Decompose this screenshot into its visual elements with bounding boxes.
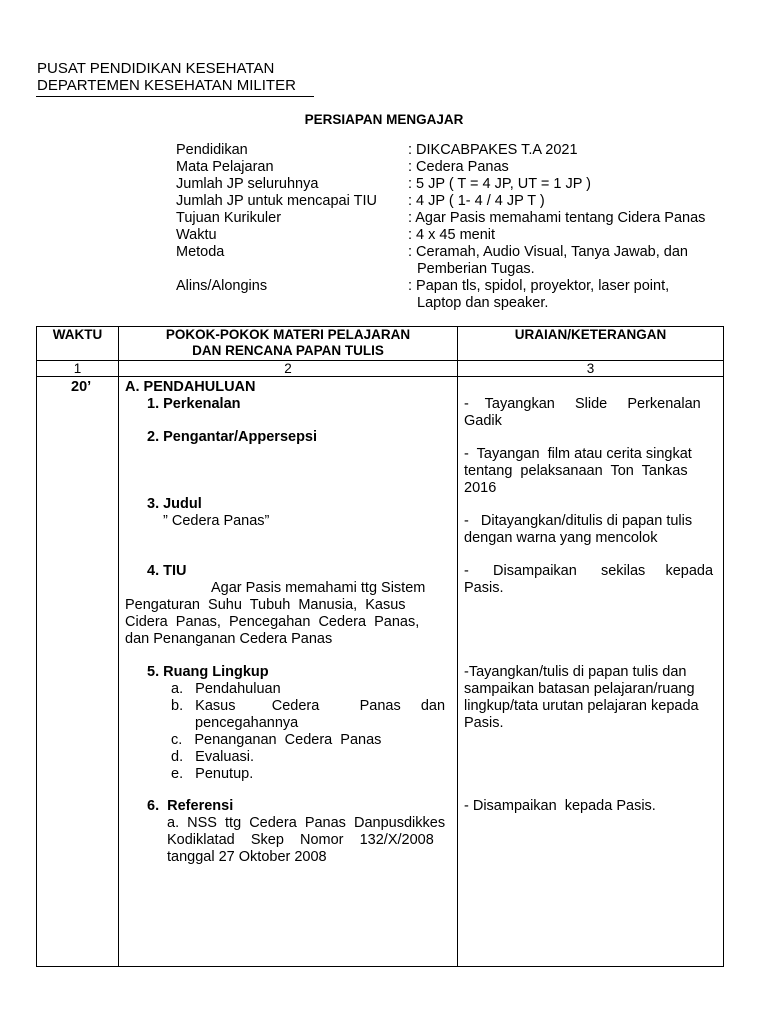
note-pengantar-line3: 2016: [464, 480, 497, 496]
ref-item-a-line1: a. NSS ttg Cedera Panas Danpusdikkes: [167, 815, 446, 831]
col-number-3: 3: [458, 361, 724, 377]
item-ruang-lingkup: 5. Ruang Lingkup: [147, 664, 269, 680]
tiu-text-line3: Cidera Panas, Pencegahan Cedera Panas,: [125, 614, 420, 630]
info-value-jp-tiu: : 4 JP ( 1- 4 / 4 JP T ): [408, 193, 545, 209]
table-body-row: [37, 377, 724, 967]
org-name-line1: PUSAT PENDIDIKAN KESEHATAN: [37, 60, 275, 77]
note-perkenalan-line2: Gadik: [464, 413, 502, 429]
ref-item-a-line2: Kodiklatad Skep Nomor 132/X/2008: [167, 832, 434, 848]
note-referensi-line1: - Disampaikan kepada Pasis.: [464, 798, 656, 814]
note-ruang-line3: lingkup/tata urutan pelajaran kepada: [464, 698, 699, 714]
header-uraian: URAIAN/KETERANGAN: [458, 327, 724, 361]
col-number-1: 1: [37, 361, 119, 377]
ruang-item-a: a. Pendahuluan: [171, 681, 281, 697]
info-value-tujuan-kurikuler: : Agar Pasis memahami tentang Cidera Panas: [408, 210, 706, 226]
time-value: 20’: [71, 379, 92, 395]
info-label-waktu: Waktu: [176, 227, 217, 243]
header-pokok-line2: DAN RENCANA PAPAN TULIS: [192, 343, 384, 358]
tiu-text-line2: Pengaturan Suhu Tubuh Manusia, Kasus: [125, 597, 406, 613]
header-waktu: WAKTU: [37, 327, 119, 361]
org-name-line2: DEPARTEMEN KESEHATAN MILITER: [37, 77, 296, 94]
info-label-jumlah-jp: Jumlah JP seluruhnya: [176, 176, 319, 192]
ruang-item-b: b. Kasus Cedera Panas dan: [171, 698, 446, 714]
info-label-alins: Alins/Alongins: [176, 278, 268, 294]
info-value-metoda: : Ceramah, Audio Visual, Tanya Jawab, dan: [408, 244, 688, 260]
tiu-text-line1: Agar Pasis memahami ttg Sistem: [211, 580, 426, 596]
note-pengantar-line1: - Tayangan film atau cerita singkat: [464, 446, 692, 462]
ruang-item-d: d. Evaluasi.: [171, 749, 255, 765]
info-value-waktu: : 4 x 45 menit: [408, 227, 496, 243]
note-pengantar-line2: tentang pelaksanaan Ton Tankas: [464, 463, 688, 479]
org-underline: [36, 96, 314, 97]
ref-item-a-line3: tanggal 27 Oktober 2008: [167, 849, 327, 865]
uraian-cell: [458, 377, 724, 967]
item-tiu: 4. TIU: [147, 563, 187, 579]
info-value-alins-cont: Laptop dan speaker.: [417, 295, 549, 311]
ruang-item-e: e. Penutup.: [171, 766, 254, 782]
table-number-row: [37, 361, 724, 377]
info-value-alins: : Papan tls, spidol, proyektor, laser point,: [408, 278, 670, 294]
note-ruang-line1: -Tayangkan/tulis di papan tulis dan: [464, 664, 687, 680]
header-pokok-line1: POKOK-POKOK MATERI PELAJARAN: [165, 327, 411, 342]
note-tiu-line2: Pasis.: [464, 580, 504, 596]
note-ruang-line2: sampaikan batasan pelajaran/ruang: [464, 681, 695, 697]
info-value-jumlah-jp: : 5 JP ( T = 4 JP, UT = 1 JP ): [408, 176, 591, 192]
note-judul-line1: - Ditayangkan/ditulis di papan tulis: [464, 513, 693, 529]
time-cell: [37, 377, 119, 967]
lesson-plan-table: [36, 326, 724, 967]
item-referensi: 6. Referensi: [147, 798, 234, 814]
info-label-jp-tiu: Jumlah JP untuk mencapai TIU: [176, 193, 377, 209]
note-perkenalan-line1: - Tayangkan Slide Perkenalan: [464, 396, 701, 412]
note-judul-line2: dengan warna yang mencolok: [464, 530, 658, 546]
info-label-tujuan-kurikuler: Tujuan Kurikuler: [176, 210, 282, 226]
table-header-row: [37, 327, 724, 361]
judul-text: ” Cedera Panas”: [163, 513, 270, 529]
item-judul: 3. Judul: [147, 496, 202, 512]
section-title: A. PENDAHULUAN: [125, 379, 256, 395]
info-value-mata-pelajaran: : Cedera Panas: [408, 159, 509, 175]
info-label-pendidikan: Pendidikan: [176, 142, 248, 158]
ruang-item-b-cont: pencegahannya: [195, 715, 299, 731]
info-label-mata-pelajaran: Mata Pelajaran: [176, 159, 274, 175]
info-value-pendidikan: : DIKCABPAKES T.A 2021: [408, 142, 578, 158]
item-pengantar: 2. Pengantar/Appersepsi: [147, 429, 318, 445]
col-number-2: 2: [119, 361, 458, 377]
document-title: PERSIAPAN MENGAJAR: [304, 112, 464, 127]
note-tiu-line1: - Disampaikan sekilas kepada: [464, 563, 714, 579]
tiu-text-line4: dan Penanganan Cedera Panas: [125, 631, 333, 647]
ruang-item-c: c. Penanganan Cedera Panas: [171, 732, 382, 748]
info-label-metoda: Metoda: [176, 244, 225, 260]
item-perkenalan: 1. Perkenalan: [147, 396, 241, 412]
header-pokok-materi: [119, 327, 458, 361]
note-ruang-line4: Pasis.: [464, 715, 504, 731]
info-value-metoda-cont: Pemberian Tugas.: [417, 261, 535, 277]
materi-cell: [119, 377, 458, 967]
